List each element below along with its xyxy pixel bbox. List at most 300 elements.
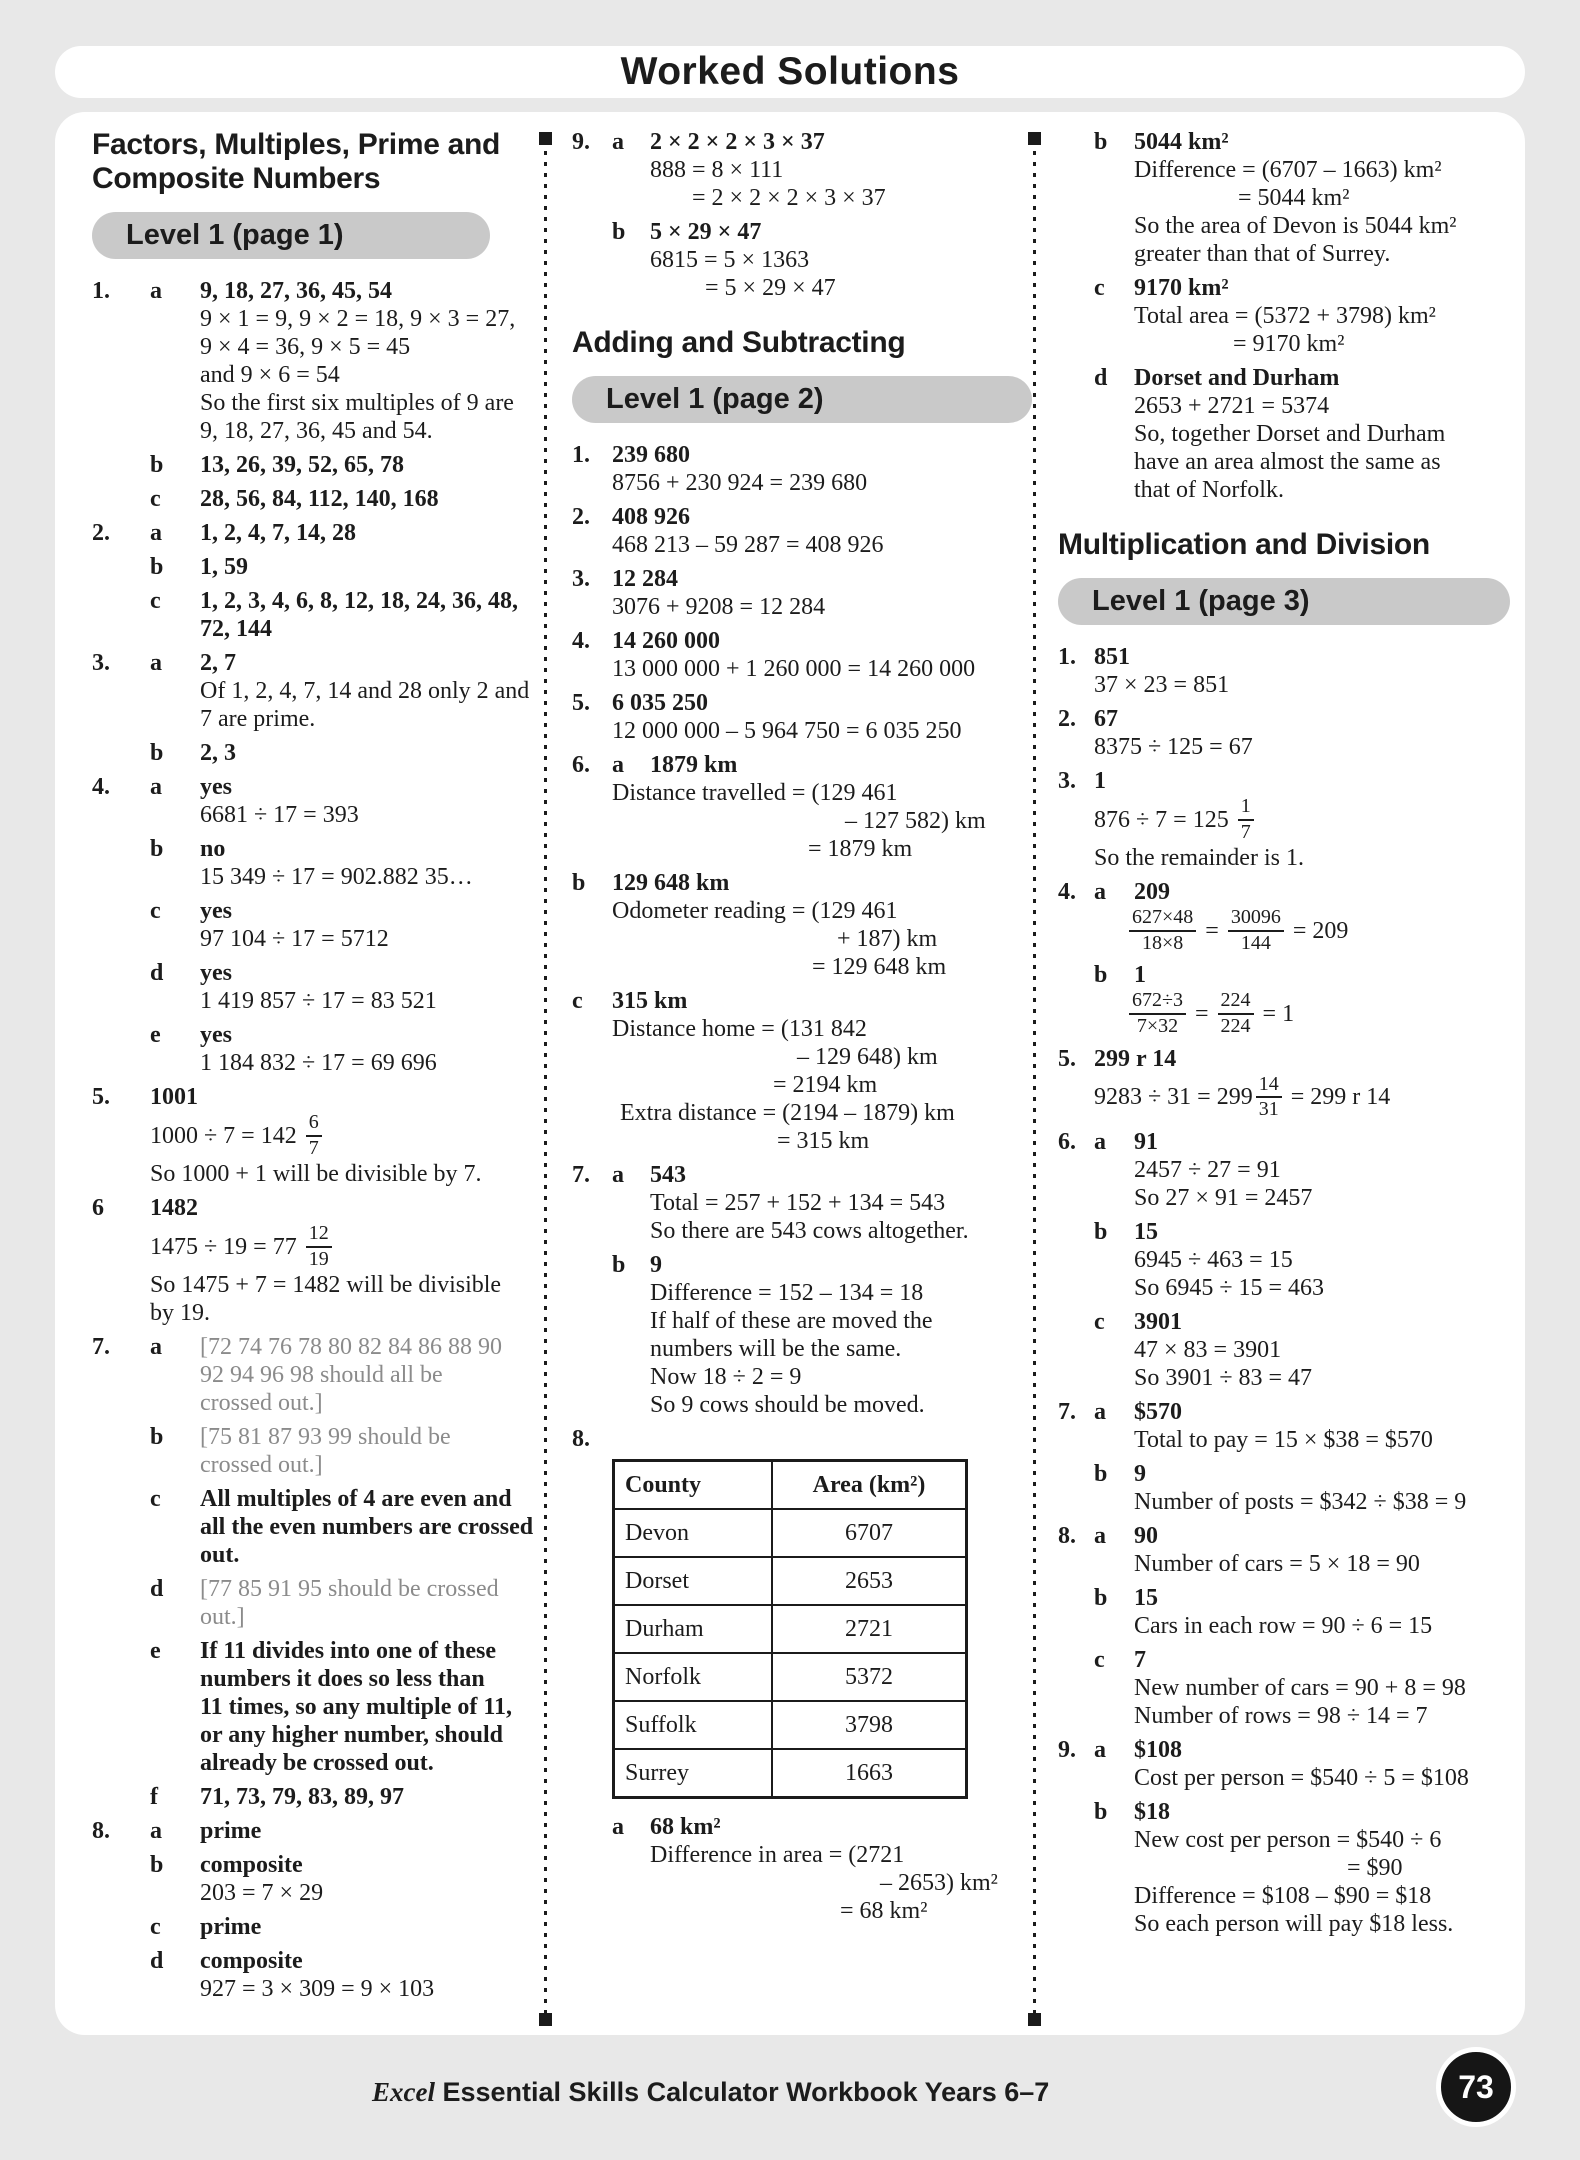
text-run: $570 [1134,1398,1182,1425]
solution-item [572,627,1032,683]
text-run: Total to pay = 15 × $38 = $570 [1134,1426,1433,1453]
item-letter: a [150,278,162,304]
text-run: 14 260 000 [612,628,720,654]
item-number [92,959,150,1015]
text-run: 9170 km² [1134,275,1229,301]
solution-item [1058,705,1510,761]
text-run: 12 284 [612,566,678,592]
item-content [1134,1398,1510,1454]
solution-item [92,1333,536,1417]
solution-item [92,1423,536,1479]
solution-line [200,1721,536,1749]
solution-item [1058,364,1510,504]
text-run: 92 94 96 98 should all be [200,1362,443,1389]
text-run: 129 648 km [612,870,730,896]
solution-line [612,779,1032,807]
item-letter: a [150,774,162,800]
item-number: 3. [1058,768,1076,794]
solution-item [1058,878,1510,955]
footer-title-rest: Essential Skills Calculator Workbook Years 6–7 [434,2077,1050,2107]
text-run: $18 [1134,1798,1170,1825]
solution-item [92,277,536,445]
solution-line [200,1575,536,1603]
item-letter: b [1094,962,1108,989]
text-run: prime [200,1818,262,1845]
item-content [1134,1522,1510,1578]
solution-line [1134,878,1510,906]
item-letter: c [150,588,161,614]
solution-line [650,156,1032,184]
item-number [1058,1646,1094,1730]
text-run: Total area = (5372 + 3798) km² [1134,303,1436,329]
solution-line [837,925,1032,953]
solution-line [612,689,1032,717]
solution-line [200,1451,536,1479]
text-run: 888 = 8 × 111 [650,157,784,183]
text-run: Distance home = (131 842 [612,1016,867,1042]
text-run: So 27 × 91 = 2457 [1134,1184,1313,1211]
solution-line [200,1749,536,1777]
item-letter: e [150,1022,161,1048]
fraction-denominator: 224 [1220,1014,1251,1037]
solution-line [612,897,1032,925]
solution-line [200,897,536,925]
solution-item [92,1783,536,1811]
solution-line [200,1817,536,1845]
table-cell: Norfolk [614,1653,773,1701]
table-cell: Surrey [614,1749,773,1798]
level-pill-label: Level 1 (page 1) [126,219,344,251]
level-pill-label: Level 1 (page 3) [1092,585,1310,617]
solution-line [1094,844,1510,872]
item-number [1058,274,1094,358]
table-cell: 2653 [772,1557,967,1605]
item-content [150,1194,536,1327]
item-letter: a [612,1162,624,1188]
text-run: So each person will pay $18 less. [1134,1910,1454,1937]
fraction-denominator: 7 [1240,820,1251,843]
fraction [306,1112,322,1159]
item-number: 7. [92,1334,110,1361]
column-1 [92,128,536,2009]
solution-line [1238,184,1510,212]
table-row [614,1605,967,1653]
solution-line [200,333,536,361]
text-run: 1879 km [650,752,738,778]
column-3 [1058,128,1510,1944]
table-cell: 2721 [772,1605,967,1653]
text-run: 68 km² [650,1814,721,1840]
item-letter: b [150,554,164,580]
solution-line [200,1665,536,1693]
solution-item [1058,1128,1510,1212]
solution-item [92,1485,536,1569]
text-run: So the first six multiples of 9 are [200,390,514,416]
solution-item [1058,1646,1510,1730]
solution-line [650,1813,1032,1841]
item-content [650,1251,1032,1419]
item-content [200,277,536,445]
table-header-row [614,1461,967,1510]
text-run: 209 [1134,879,1170,906]
solution-item [1058,1798,1510,1938]
item-letter: a [1094,1398,1106,1425]
solution-line [1134,420,1510,448]
solution-item [572,751,1032,863]
text-run: All multiples of 4 are even and [200,1486,512,1513]
item-letter: a [1094,1522,1106,1549]
text-run: [75 81 87 93 99 should be [200,1424,451,1451]
item-letter: a [1094,1736,1106,1763]
item-letter: c [1094,1308,1105,1335]
solution-line [1134,1702,1510,1730]
item-content [200,1333,536,1417]
solution-line [200,1603,536,1631]
item-content [1134,1646,1510,1730]
text-run: 67 [1094,706,1118,732]
solution-item [1058,128,1510,268]
solution-item [92,1194,536,1327]
solution-line [200,1783,536,1811]
item-content [200,1851,536,1907]
solution-line [200,1947,536,1975]
fraction-numerator: 14 [1256,1074,1282,1099]
item-number: 6. [1058,1128,1076,1155]
solution-item [1058,1584,1510,1640]
fraction-denominator: 7×32 [1136,1014,1179,1037]
item-number [92,1947,150,2003]
item-letter: b [150,1852,164,1879]
solution-line [1134,448,1510,476]
solution-item [572,565,1032,621]
solution-line [808,835,1032,863]
solution-line [200,925,536,953]
solution-line [200,1389,536,1417]
solution-item [1058,1398,1510,1454]
item-letter: c [150,1486,161,1513]
item-content [200,959,536,1015]
text-run: 543 [650,1162,686,1188]
solution-line [1094,795,1510,844]
solution-line [200,1423,536,1451]
item-content [200,649,536,733]
solution-line [200,417,536,445]
item-letter: a [612,129,624,155]
item-number: 2. [92,520,110,546]
solution-item [1058,1218,1510,1302]
table-cell: Durham [614,1605,773,1653]
solution-line [1134,1308,1510,1336]
section-heading: Multiplication and Division [1058,528,1430,561]
item-letter: a [1094,879,1106,906]
table-cell: 1663 [772,1749,967,1798]
item-content [1134,1736,1510,1792]
text-run: If 11 divides into one of these [200,1638,497,1665]
item-content [200,485,536,513]
item-content [1134,1218,1510,1302]
solution-line [1134,1612,1510,1640]
text-run: 203 = 7 × 29 [200,1880,324,1907]
solution-line [1134,1764,1510,1792]
text-run: – 129 648) km [797,1044,938,1070]
item-content [612,441,1032,497]
fraction-denominator: 144 [1240,931,1271,954]
text-run: So 9 cows should be moved. [650,1392,925,1418]
solution-item [572,218,1032,302]
solution-line [612,593,1032,621]
item-letter: c [150,898,161,924]
item-number: 8. [1058,1522,1076,1549]
solution-line [1094,705,1510,733]
solution-line [150,1222,536,1271]
text-run: 72, 144 [200,616,272,642]
solution-line [200,519,536,547]
solution-line [612,503,1032,531]
text-run: New number of cars = 90 + 8 = 98 [1134,1674,1466,1701]
solution-item [1058,1736,1510,1792]
text-run: 9 × 1 = 9, 9 × 2 = 18, 9 × 3 = 27, [200,306,516,332]
fraction [306,1223,332,1270]
text-run: 11 times, so any multiple of 11, [200,1694,513,1721]
solution-line [777,1127,1032,1155]
item-number: c [572,988,583,1014]
solution-line [612,717,1032,745]
solution-item [92,1947,536,2003]
text-run: 1, 59 [200,554,248,580]
item-letter: c [150,486,161,512]
item-content [612,627,1032,683]
item-number: 1. [92,278,110,304]
item-number: 7. [572,1162,590,1188]
item-number [1058,1798,1094,1938]
text-run: 468 213 – 59 287 = 408 926 [612,532,884,558]
column-2 [572,128,1032,1931]
solution-item [1058,767,1510,872]
item-number [92,1637,150,1777]
fraction-numerator: 672÷3 [1129,990,1186,1015]
item-letter: d [150,1576,164,1603]
text-run: 5044 km² [1134,129,1229,155]
item-letter: b [150,740,164,766]
item-number [572,1813,612,1925]
text-run: = 1879 km [808,836,913,862]
text-run: + 187) km [837,926,938,952]
solution-line [1134,1460,1510,1488]
item-number: 8. [572,1426,590,1452]
solution-line [797,1043,1032,1071]
solution-line [612,655,1032,683]
fraction-denominator: 19 [308,1247,329,1270]
solution-line [1134,240,1510,268]
text-run: 2, 3 [200,740,236,766]
solution-line [692,184,1032,212]
solution-line [200,1879,536,1907]
item-number [572,218,612,302]
fraction-denominator: 31 [1258,1098,1279,1121]
item-content [200,587,536,643]
text-run: Dorset and Durham [1134,365,1340,391]
item-content [612,689,1032,745]
item-number [92,1913,150,1941]
item-number: 6 [92,1195,104,1222]
item-letter: a [150,1334,162,1361]
item-number [572,1251,612,1419]
text-run: have an area almost the same as [1134,449,1441,475]
item-number [92,1021,150,1077]
text-run: out. [200,1542,240,1569]
solution-item [572,1251,1032,1419]
text-run: 1 419 857 ÷ 17 = 83 521 [200,988,437,1014]
solution-line [1134,364,1510,392]
solution-line [150,1111,536,1160]
item-content [612,751,1032,863]
table-row [614,1749,967,1798]
text-run: 15 [1134,1584,1158,1611]
solution-line [150,1299,536,1327]
level-pill [1058,578,1510,625]
item-letter: b [1094,1798,1108,1825]
text-run: 13 000 000 + 1 260 000 = 14 260 000 [612,656,976,682]
solution-line [650,1391,1032,1419]
text-run: Now 18 ÷ 2 = 9 [650,1364,802,1390]
text-run: = 5044 km² [1238,185,1350,211]
solution-line [200,1333,536,1361]
solution-line [200,863,536,891]
solution-line [880,1869,1032,1897]
text-run: Extra distance = (2194 – 1879) km [620,1100,955,1126]
text-run: 13, 26, 39, 52, 65, 78 [200,452,404,478]
solution-item [572,689,1032,745]
text-run: – 2653) km² [880,1870,998,1896]
text-run: 97 104 ÷ 17 = 5712 [200,926,389,952]
fraction-denominator: 18×8 [1142,931,1184,954]
text-run: 1482 [150,1195,198,1222]
text-run: 9283 ÷ 31 = 299 [1094,1084,1253,1111]
solution-line [650,1161,1032,1189]
item-content [1134,364,1510,504]
item-content [200,1637,536,1777]
solution-line [1134,1550,1510,1578]
item-number [92,485,150,513]
table-cell: 5372 [772,1653,967,1701]
item-letter: b [1094,1460,1108,1487]
text-run: Cars in each row = 90 ÷ 6 = 15 [1134,1612,1433,1639]
solution-item [572,503,1032,559]
text-run: 9, 18, 27, 36, 45 and 54. [200,418,433,444]
solution-line [650,1307,1032,1335]
item-number [1058,961,1094,1038]
item-content [200,773,536,829]
solution-line [650,1279,1032,1307]
solution-line [612,441,1032,469]
item-content [200,1783,536,1811]
text-run: composite [200,1852,303,1879]
item-content [1094,705,1510,761]
level-pill [92,212,490,259]
text-run: yes [200,1022,232,1048]
text-run: Difference = 152 – 134 = 18 [650,1280,924,1306]
solution-line [1094,1045,1510,1073]
text-run: Odometer reading = (129 461 [612,898,898,924]
table-header-cell: County [614,1461,773,1510]
item-content [1094,643,1510,699]
item-content [612,565,1032,621]
item-number [1058,1218,1094,1302]
solution-line [650,1841,1032,1869]
text-run: 6815 = 5 × 1363 [650,247,810,273]
solution-line [650,128,1032,156]
solution-line [200,649,536,677]
text-run: Difference = (6707 – 1663) km² [1134,157,1442,183]
solution-line [200,739,536,767]
solution-line [1094,643,1510,671]
fraction-numerator: 224 [1218,990,1254,1015]
solution-line [200,1637,536,1665]
item-number [92,1783,150,1811]
item-letter: c [150,1914,161,1941]
item-content [1094,767,1510,872]
item-letter: d [1094,365,1108,391]
item-content [1094,1045,1510,1122]
solution-line [650,1363,1032,1391]
text-run: = [1188,1000,1215,1027]
solution-item [572,869,1032,981]
solution-item [92,1575,536,1631]
solution-item [92,1637,536,1777]
fraction [1218,990,1254,1037]
solution-line [200,705,536,733]
text-run: Difference in area = (2721 [650,1842,905,1868]
table-cell: Dorset [614,1557,773,1605]
solution-item [92,897,536,953]
text-run: 90 [1134,1522,1158,1549]
item-number [92,1423,150,1479]
solution-line [200,773,536,801]
text-run: 1000 ÷ 7 = 142 [150,1122,303,1149]
item-number [1058,364,1094,504]
text-run: [77 85 91 95 should be crossed [200,1576,499,1603]
item-number: 6. [572,752,590,778]
solution-line [812,953,1032,981]
table-cell: Devon [614,1509,773,1557]
solution-line [1134,1156,1510,1184]
item-number: 1. [572,442,590,468]
solution-line [1134,1882,1510,1910]
solution-item [1058,1522,1510,1578]
solution-line [200,305,536,333]
solution-line [1094,1073,1510,1122]
text-run: = 68 km² [840,1898,928,1924]
solution-line [200,1693,536,1721]
text-run: 2 × 2 × 2 × 3 × 37 [650,129,825,155]
item-number: 9. [572,129,590,155]
item-letter: d [150,1948,164,1975]
solution-line [200,801,536,829]
solution-line [200,1851,536,1879]
fraction-denominator: 7 [308,1136,319,1159]
item-content [1134,1128,1510,1212]
item-number: 9. [1058,1736,1076,1763]
solution-line [620,1099,1032,1127]
solution-line [612,531,1032,559]
solution-line [200,615,536,643]
solution-line [612,987,1032,1015]
item-content [200,1575,536,1631]
text-run: So 1000 + 1 will be divisible by 7. [150,1161,482,1188]
solution-line [1134,1826,1510,1854]
solution-item [92,1913,536,1941]
text-run: 1, 2, 3, 4, 6, 8, 12, 18, 24, 36, 48, [200,588,518,614]
